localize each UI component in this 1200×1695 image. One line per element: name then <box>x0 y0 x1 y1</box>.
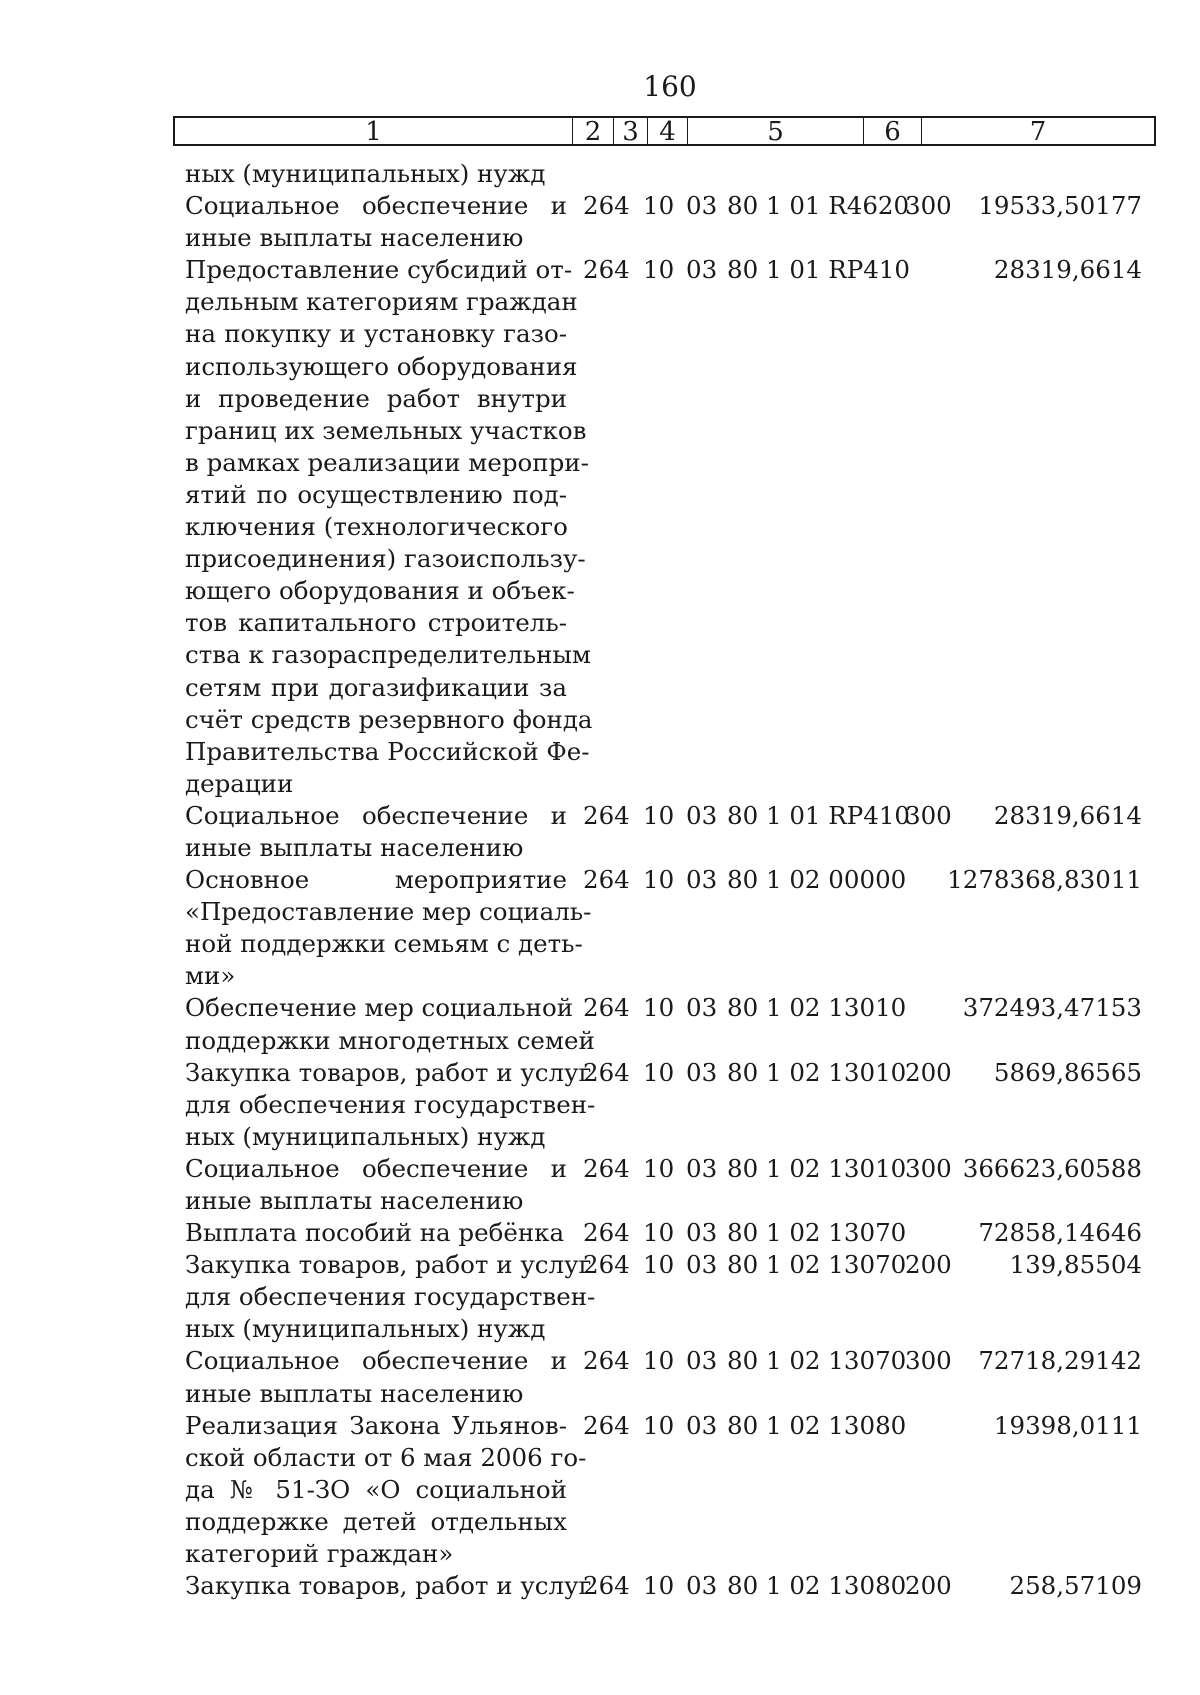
row-col-7: 19398,0111 <box>993 1410 1142 1440</box>
row-name-line: Выплата пособий на ребёнка <box>185 1218 565 1248</box>
row-col-7: 258,57109 <box>1009 1571 1142 1601</box>
row-name-line: Правительства Российской Фе- <box>185 736 590 766</box>
row-col-2: 264 <box>583 800 630 830</box>
row-name-line: Основное мероприятие <box>185 865 567 895</box>
row-name-line: Социальное обеспечение и <box>185 1153 567 1183</box>
row-col-2: 264 <box>583 191 630 221</box>
row-col-4: 03 <box>686 800 718 830</box>
row-col-4: 03 <box>686 191 718 221</box>
row-col-3: 10 <box>643 993 675 1023</box>
row-col-6: 300 <box>905 191 952 221</box>
table-row <box>0 1345 1200 1409</box>
row-name-line: Предоставление субсидий от- <box>185 255 573 285</box>
row-col-6: 300 <box>905 1346 952 1376</box>
row-name <box>185 1249 596 1345</box>
row-name-line: дельным категориям граждан <box>185 287 578 317</box>
row-name-line: иные выплаты населению <box>185 832 524 862</box>
row-name-line: ных (муниципальных) нужд <box>185 159 546 188</box>
row-col-3: 10 <box>643 255 675 285</box>
row-col-5: 80 1 02 13010 <box>727 1057 907 1087</box>
row-name-line: Социальное обеспечение и <box>185 191 567 221</box>
row-col-2: 264 <box>583 1218 630 1248</box>
row-col-6: 300 <box>905 800 952 830</box>
row-col-2: 264 <box>583 1346 630 1376</box>
row-name-line: Социальное обеспечение и <box>185 800 567 830</box>
table-row <box>0 1057 1200 1153</box>
row-name-line: «Предоставление мер социаль- <box>185 897 592 927</box>
row-col-7: 5869,86565 <box>993 1057 1142 1087</box>
row-col-4: 03 <box>686 255 718 285</box>
header-col-3: 3 <box>614 118 648 144</box>
row-col-5: 80 1 02 13070 <box>727 1250 907 1280</box>
row-col-3: 10 <box>643 1410 675 1440</box>
row-name-line: сетям при догазификации за <box>185 672 567 702</box>
table-row <box>0 864 1200 992</box>
row-col-5: 80 1 01 R4620 <box>727 191 910 221</box>
row-col-2: 264 <box>583 865 630 895</box>
row-name-line: Социальное обеспечение и <box>185 1346 567 1376</box>
table-row <box>0 1570 1200 1602</box>
table-row <box>0 1410 1200 1570</box>
row-name-line: для обеспечения государствен- <box>185 1282 596 1312</box>
row-name <box>185 1570 592 1602</box>
row-name <box>185 254 593 800</box>
row-col-5: 80 1 02 13010 <box>727 1153 907 1183</box>
row-col-2: 264 <box>583 1057 630 1087</box>
page-number: 160 <box>643 70 697 103</box>
row-col-3: 10 <box>643 1346 675 1376</box>
row-name <box>185 1217 567 1249</box>
row-name-line: ской области от 6 мая 2006 го- <box>185 1442 587 1472</box>
row-col-5: 80 1 02 13080 <box>727 1571 907 1601</box>
row-name <box>185 864 592 992</box>
row-col-5: 80 1 02 13070 <box>727 1346 907 1376</box>
row-name-line: поддержки многодетных семей <box>185 1025 595 1055</box>
row-name-line: ключения (технологического <box>185 512 568 542</box>
row-name <box>185 1410 587 1570</box>
row-col-3: 10 <box>643 191 675 221</box>
row-col-6: 300 <box>905 1153 952 1183</box>
row-name-line: ных (муниципальных) нужд <box>185 1121 546 1151</box>
row-name <box>185 1345 567 1409</box>
row-col-4: 03 <box>686 1410 718 1440</box>
row-name-line: поддержке детей отдельных <box>185 1506 567 1536</box>
row-col-4: 03 <box>686 1346 718 1376</box>
row-name-line: счёт средств резервного фонда <box>185 704 593 734</box>
row-name-line: ющего оборудования и объек- <box>185 576 575 606</box>
row-name-line: Закупка товаров, работ и услуг <box>185 1057 592 1087</box>
row-name-line: иные выплаты населению <box>185 1186 524 1215</box>
row-col-6: 200 <box>905 1571 952 1601</box>
header-col-6: 6 <box>864 118 922 144</box>
row-name <box>185 1153 567 1217</box>
table-row <box>0 1217 1200 1249</box>
header-col-5: 5 <box>688 118 864 144</box>
row-col-3: 10 <box>643 1153 675 1183</box>
row-col-3: 10 <box>643 800 675 830</box>
row-col-2: 264 <box>583 993 630 1023</box>
row-col-2: 264 <box>583 1153 630 1183</box>
table-row <box>0 158 1200 190</box>
row-col-6: 200 <box>905 1057 952 1087</box>
row-col-5: 80 1 01 RP410 <box>727 255 910 285</box>
row-name-line: Реализация Закона Ульянов- <box>185 1410 567 1440</box>
row-col-2: 264 <box>583 255 630 285</box>
table-row <box>0 992 1200 1056</box>
table-row <box>0 254 1200 800</box>
row-name-line: использующего оборудования <box>185 351 578 381</box>
row-col-4: 03 <box>686 993 718 1023</box>
row-col-5: 80 1 02 00000 <box>727 865 907 895</box>
table-header <box>173 116 1156 146</box>
row-col-7: 139,85504 <box>1009 1250 1142 1280</box>
row-name-line: Закупка товаров, работ и услуг <box>185 1250 592 1280</box>
row-col-7: 19533,50177 <box>978 191 1142 221</box>
row-col-5: 80 1 01 RP410 <box>727 800 910 830</box>
row-name-line: ных (муниципальных) нужд <box>185 1314 546 1344</box>
row-col-5: 80 1 02 13070 <box>727 1218 907 1248</box>
row-name-line: Закупка товаров, работ и услуг <box>185 1571 592 1601</box>
table-row <box>0 800 1200 864</box>
row-col-2: 264 <box>583 1571 630 1601</box>
row-col-2: 264 <box>583 1250 630 1280</box>
row-name-line: для обеспечения государствен- <box>185 1089 596 1119</box>
row-name <box>185 800 567 864</box>
row-col-5: 80 1 02 13010 <box>727 993 907 1023</box>
row-col-4: 03 <box>686 865 718 895</box>
table-row <box>0 190 1200 254</box>
row-col-7: 372493,47153 <box>962 993 1142 1023</box>
row-col-7: 28319,6614 <box>993 800 1142 830</box>
header-col-4: 4 <box>648 118 688 144</box>
table-body <box>0 158 1200 1602</box>
row-name-line: дерации <box>185 768 294 798</box>
row-col-5: 80 1 02 13080 <box>727 1410 907 1440</box>
header-col-2: 2 <box>573 118 614 144</box>
row-col-3: 10 <box>643 865 675 895</box>
row-col-7: 28319,6614 <box>993 255 1142 285</box>
row-col-3: 10 <box>643 1218 675 1248</box>
row-name-line: границ их земельных участков <box>185 415 587 445</box>
row-name-line: ной поддержки семьям с деть- <box>185 929 583 959</box>
row-name-line: ми» <box>185 961 236 991</box>
row-name-line: тов капитального строитель- <box>185 608 567 638</box>
row-col-7: 366623,60588 <box>962 1153 1142 1183</box>
row-name-line: присоединения) газоиспользу- <box>185 544 586 574</box>
row-name <box>185 1057 596 1153</box>
row-name-line: да № 51-ЗО «О социальной <box>185 1474 567 1504</box>
row-col-4: 03 <box>686 1057 718 1087</box>
table-row <box>0 1153 1200 1217</box>
row-name-line: и проведение работ внутри <box>185 383 567 413</box>
row-name <box>185 190 567 254</box>
row-col-2: 264 <box>583 1410 630 1440</box>
row-col-4: 03 <box>686 1250 718 1280</box>
row-col-7: 72858,14646 <box>978 1218 1142 1248</box>
row-name-line: ятий по осуществлению под- <box>185 479 567 509</box>
row-col-7: 72718,29142 <box>978 1346 1142 1376</box>
row-col-3: 10 <box>643 1057 675 1087</box>
row-name-line: категорий граждан» <box>185 1539 454 1569</box>
row-col-4: 03 <box>686 1218 718 1248</box>
row-col-6: 200 <box>905 1250 952 1280</box>
row-name-line: иные выплаты населению <box>185 223 524 253</box>
header-col-7: 7 <box>1029 117 1047 147</box>
table-row <box>0 1249 1200 1345</box>
row-name-line: Обеспечение мер социальной <box>185 993 574 1023</box>
row-col-4: 03 <box>686 1571 718 1601</box>
row-name-line: ства к газораспределительным <box>185 640 591 670</box>
header-col-1: 1 <box>175 118 573 144</box>
row-name <box>185 992 595 1056</box>
row-col-3: 10 <box>643 1571 675 1601</box>
row-name-line: на покупку и установку газо- <box>185 319 567 349</box>
row-col-3: 10 <box>643 1250 675 1280</box>
row-name-line: в рамках реализации меропри- <box>185 447 589 477</box>
row-col-4: 03 <box>686 1153 718 1183</box>
row-col-7: 1278368,83011 <box>947 865 1142 895</box>
row-name <box>185 158 567 190</box>
row-name-line: иные выплаты населению <box>185 1378 524 1408</box>
